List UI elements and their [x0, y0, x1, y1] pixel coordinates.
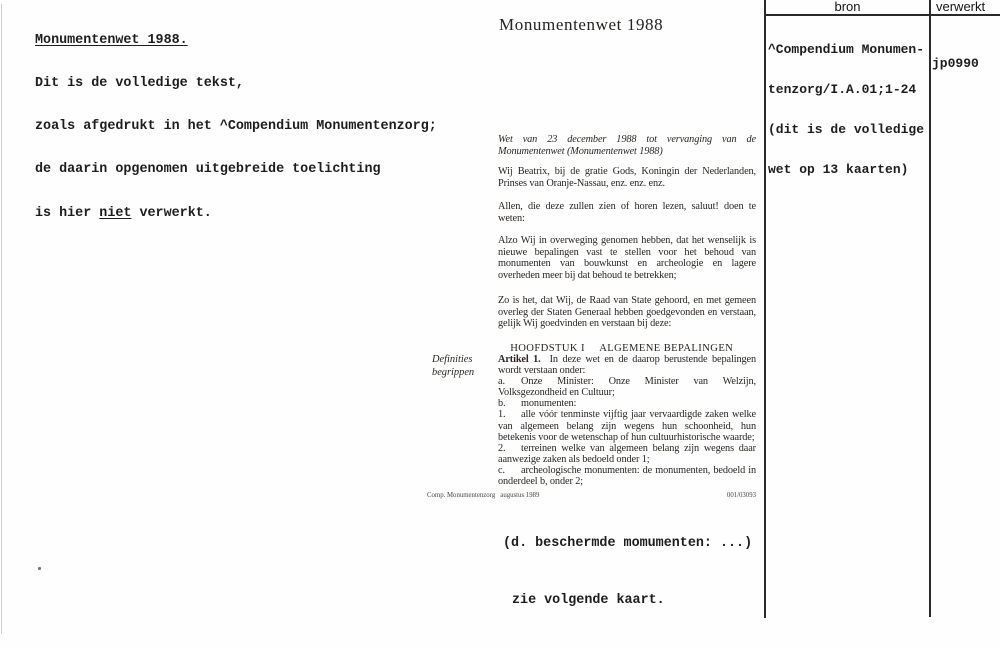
- note-line: (d. beschermde momumenten: ...): [503, 536, 753, 551]
- source-line: tenzorg/I.A.01;1-24: [768, 82, 917, 98]
- source-line: wet op 13 kaarten): [768, 162, 909, 178]
- footer-card-number: 001/03093: [726, 492, 756, 499]
- artikel-label: Artikel 1.: [498, 354, 541, 365]
- source-line: (dit is de volledige: [768, 122, 925, 138]
- column-header-bron: bron: [834, 0, 861, 14]
- law-paragraph: Allen, die deze zullen zien of horen lezen, saluut! doen te weten:: [498, 201, 756, 224]
- footer-imprint: Comp. Monumentenzorg augustus 1989: [427, 492, 540, 499]
- scan-edge-line: [1, 4, 2, 634]
- artikel-item: c. archeologische monumenten: de monumenten, bedoeld in onderdeel b, onder 2;: [498, 464, 756, 488]
- verwerkt-code: jp0990: [932, 56, 979, 71]
- chapter-number: HOOFDSTUK I: [510, 343, 585, 354]
- artikel-item: 1. alle vóór tenminste vijftig jaar vervaardigde zaken welke van algemeen belang zijn wegens hun schoonheid, hun betekenis voor de wetenschap of hun cultuurhistorische waarde;: [498, 409, 756, 443]
- typewritten-note-bottom: [503, 496, 752, 648]
- artikel-intro: Artikel 1. In deze wet en de daarop berustende bepalingen wordt verstaan onder:: [498, 354, 756, 377]
- note-line: is hier niet verwerkt.: [35, 205, 212, 221]
- scan-speck: [38, 567, 41, 570]
- typewritten-note-top-left: [35, 5, 437, 250]
- law-paragraph: Alzo Wij in overweging genomen hebben, dat het wenselijk is nieuwe bepalingen vast te stellen voor het behoud van monumenten van bouwkunst en archeologie en lagere overheden meer bij dat behoud te betrekken;: [498, 235, 756, 281]
- note-line: zie volgende kaart.: [512, 593, 665, 608]
- note-line: de daarin opgenomen uitgebreide toelichting: [35, 162, 381, 178]
- law-citation-italic: Wet van 23 december 1988 tot vervanging van de Monumentenwet (Monumentenwet 1988): [498, 134, 756, 158]
- table-column-divider: [929, 0, 931, 617]
- note-line-title: [35, 34, 437, 48]
- chapter-name: ALGEMENE BEPALINGEN: [599, 343, 734, 354]
- column-header-verwerkt: verwerkt: [936, 0, 986, 14]
- artikel-1-block: [498, 354, 756, 487]
- margin-note: Definities begrippen: [432, 354, 475, 378]
- artikel-item: a. Onze Minister: Onze Minister van Welzijn, Volksgezondheid en Cultuur;: [498, 376, 756, 399]
- table-border-left: [764, 0, 766, 618]
- law-paragraph: Zo is het, dat Wij, de Raad van State gehoord, en met gemeen overleg der Staten Generaal hebben goedgevonden en verstaan, gelijk Wij goedvinden en verstaan bij deze:: [498, 295, 756, 330]
- source-reference-note: [768, 16, 924, 204]
- law-paragraph: Wij Beatrix, bij de gratie Gods, Koningin der Nederlanden, Prinses van Oranje-Nassau, enz. enz. enz.: [498, 166, 756, 189]
- artikel-item: b. monumenten:: [498, 398, 577, 410]
- underlined-title: Monumentenwet 1988.: [35, 32, 188, 48]
- artikel-item: 2. terreinen welke van algemeen belang zijn wegens daar aanwezige zaken als bedoeld onder 1;: [498, 442, 756, 465]
- page-title: Monumentenwet 1988: [499, 15, 664, 34]
- note-line: zoals afgedrukt in het ^Compendium Monumentenzorg;: [35, 119, 437, 135]
- note-line: Dit is de volledige tekst,: [35, 76, 244, 92]
- underlined-word: niet: [99, 205, 132, 221]
- source-line: ^Compendium Monumen-: [768, 41, 925, 57]
